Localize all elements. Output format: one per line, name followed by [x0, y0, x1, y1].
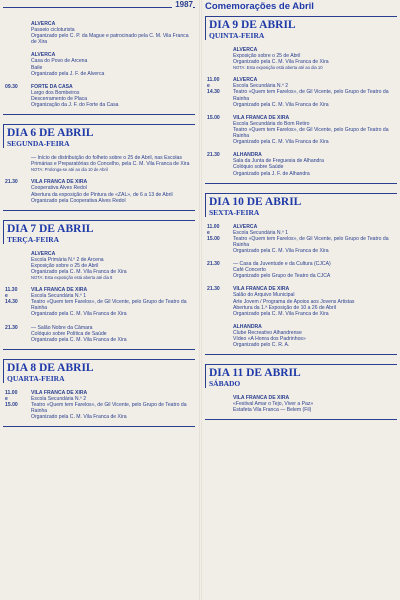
event-line: Exposição sobre o 25 de Abril: [31, 262, 99, 269]
event-time: [3, 21, 31, 45]
event-line: — Início de distribuição do folheto sobre o 25 de Abril, nas Escolas Primárias e Preparatórias do Concelho, pela C. M. Vila Franca de Xira: [31, 155, 190, 168]
event-line: — Casa da Juventude e da Cultura (CJCA): [233, 261, 331, 268]
event-line: Colóquio sobre Política de Saúde: [31, 330, 107, 337]
event-line: Organizado pela Cooperativa Alves Redol: [31, 197, 126, 204]
event-line: Baile: [31, 64, 43, 71]
event-line: Sala da Junta de Freguesia de Alhandra: [233, 158, 324, 165]
event-entry: [205, 224, 397, 254]
event-body: [31, 287, 195, 317]
event-line: Descerramento de Placa: [31, 95, 88, 102]
day-weekday: SÁBADO: [209, 379, 241, 389]
event-body: [31, 179, 195, 203]
event-entry: [205, 47, 397, 70]
event-body: [233, 77, 397, 107]
event-location: VILA FRANCA DE XIRA: [31, 179, 88, 186]
event-location: VILA FRANCA DE XIRA: [233, 286, 290, 293]
event-body: [31, 52, 195, 76]
event-location: VILA FRANCA DE XIRA: [31, 287, 88, 294]
event-location: FORTE DA CASA: [31, 83, 73, 90]
day-6-heading: [3, 124, 195, 148]
day-10-entries: [205, 224, 397, 356]
event-entry: [205, 395, 397, 413]
event-entry: [205, 152, 397, 176]
event-line: Abertura da exposição de Pintura de «ZAL», de 6 a 13 de Abril: [31, 191, 173, 198]
event-location: VILA FRANCA DE XIRA: [233, 114, 290, 121]
event-line: Clube Recreativo Alhandrense: [233, 329, 302, 336]
event-entry: [3, 390, 195, 420]
day-title: DIA 10 DE ABRIL: [209, 195, 302, 208]
day-weekday: TERÇA-FEIRA: [7, 234, 60, 244]
event-line: Escola Secundária N.º 2: [233, 83, 289, 90]
event-location: ALVERCA: [233, 77, 258, 84]
event-line: Largo dos Bombeiros: [31, 89, 80, 96]
event-entry: [205, 115, 397, 145]
left-top-entries: [3, 21, 195, 115]
event-time: 11.00 e 15.00: [207, 223, 220, 242]
event-time: 09.30: [5, 83, 18, 90]
day-8-entries: [3, 390, 195, 427]
event-line: Teatro «Quem tem Farelos», de Gil Vicente, pelo Grupo de Teatro da Rainha: [233, 235, 389, 248]
event-time: [205, 47, 233, 70]
day-9-heading: [205, 16, 397, 40]
event-line: Organização da J. F. do Forte da Casa: [31, 102, 119, 109]
event-line: Organizado pela J. F. de Alhandra: [233, 170, 310, 177]
event-line: Organizado pela J. F. de Alverca: [31, 70, 105, 77]
event-time: 11.00 e 14.30: [207, 77, 220, 96]
event-entry: [3, 52, 195, 76]
event-body: [233, 115, 397, 145]
event-entry: [3, 287, 195, 317]
event-entry: [205, 77, 397, 107]
event-body: [31, 84, 195, 108]
left-header: [3, 0, 195, 14]
section-rule: [3, 114, 195, 115]
section-rule: [3, 426, 195, 427]
event-location: ALHANDRA: [233, 323, 262, 330]
event-entry: [205, 324, 397, 348]
day-11-heading: [205, 364, 397, 388]
section-rule: [3, 349, 195, 350]
event-line: Organizado pela C. M. Vila Franca de Xira: [31, 311, 127, 318]
event-body: [233, 395, 397, 413]
day-6-entries: [3, 155, 195, 211]
event-time: 21.30: [207, 286, 220, 293]
event-line: Estafeta Vila Franca — Belem (Fil): [233, 407, 312, 414]
right-column: [205, 0, 397, 600]
day-weekday: QUINTA-FEIRA: [209, 31, 265, 40]
day-title: DIA 7 DE ABRIL: [7, 222, 94, 235]
event-line: Organizado pela C. M. Vila Franca de Xira: [233, 139, 329, 146]
event-location: VILA FRANCA DE XIRA: [31, 389, 88, 396]
event-line: Café Concerto: [233, 267, 266, 274]
event-location: ALVERCA: [31, 21, 56, 27]
day-title: DIA 6 DE ABRIL: [7, 127, 94, 140]
event-note: NOTA: Esta exposição está aberta até ao dia 10: [233, 65, 323, 71]
event-line: Abertura da 1.ª Exposição de 10 a 26 de Abril: [233, 304, 336, 311]
event-line: Escola Secundária N.º 1: [233, 229, 289, 236]
event-line: Organizado pela C. M. Vila Franca de Xira: [233, 101, 329, 108]
event-line: Escola Secundária N.º 1: [31, 293, 87, 300]
event-line: Organizado pela C. M. Vila Franca de Xira: [31, 336, 127, 343]
day-7-heading: [3, 220, 195, 244]
event-line: Teatro «Quem tem Farelos», de Gil Vicente, pelo Grupo de Teatro da Rainha: [31, 299, 187, 312]
day-weekday: SEXTA-FEIRA: [209, 207, 260, 217]
event-entry: [3, 325, 195, 343]
event-line: Organizado pela C. M. Vila Franca de Xira: [31, 268, 127, 275]
event-line: Passeio cicloturista: [31, 27, 75, 34]
event-body: [31, 21, 195, 45]
event-entry: [3, 84, 195, 108]
section-rule: [205, 419, 397, 420]
event-time: [205, 395, 233, 413]
section-rule: [205, 183, 397, 184]
event-line: «Festival Amar o Tejo, Viver a Paz»: [233, 401, 314, 408]
event-location: VILA FRANCA DE XIRA: [233, 395, 290, 402]
event-body: [31, 325, 195, 343]
event-note: NOTA: Esta exposição está aberta até dia 8: [31, 275, 113, 281]
event-time: 21.30: [207, 152, 220, 159]
day-10-heading: [205, 193, 397, 217]
event-location: ALHANDRA: [233, 152, 262, 159]
page-fold: [199, 0, 202, 600]
event-line: Organizado pelo Grupo de Teatro da CJCA: [233, 273, 331, 280]
event-time: 11.30 e 14.30: [5, 287, 18, 306]
event-body: [31, 251, 195, 280]
day-title: DIA 11 DE ABRIL: [209, 367, 301, 380]
event-location: ALVERCA: [233, 47, 258, 53]
day-8-heading: [3, 359, 195, 383]
event-line: Vídeo «A Honra dos Padrinhos»: [233, 336, 306, 342]
event-location: ALVERCA: [233, 223, 258, 230]
event-line: Exposição sobre o 25 de Abril: [233, 53, 301, 60]
year-label: 1987: [172, 0, 193, 9]
event-line: Colóquio sobre Saúde: [233, 164, 284, 171]
event-line: Organizado pelo C. R. A.: [233, 342, 290, 349]
event-body: [233, 152, 397, 176]
header-rule: [3, 7, 195, 8]
event-time: [205, 324, 233, 348]
event-line: Salão do Arquivo Municipal: [233, 292, 295, 299]
event-time: 21.30: [207, 261, 220, 268]
event-body: [233, 324, 397, 348]
day-weekday: SEGUNDA-FEIRA: [7, 139, 70, 149]
left-column: [3, 0, 195, 600]
event-entry: [3, 155, 195, 172]
event-line: Escola Secundária N.º 2: [31, 395, 87, 402]
event-line: Teatro «Quem tem Farelos», de Gil Vicente, pelo Grupo de Teatro da Rainha: [31, 402, 187, 415]
event-line: Escola Secundária do Bom Retiro: [233, 120, 310, 127]
event-line: Organizado pela C. M. Vila Franca de Xira: [31, 414, 127, 421]
event-line: Organizado pela C. M. Vila Franca de Xira: [233, 59, 329, 66]
event-line: Organizado pela C. M. Vila Franca de Xira: [233, 247, 329, 254]
event-line: Teatro «Quem tem Farelos», de Gil Vicente, pelo Grupo de Teatro da Rainha: [233, 89, 389, 102]
day-9-entries: [205, 47, 397, 184]
event-line: Escola Primária N.º 2 de Arcena: [31, 256, 104, 263]
event-entry: [205, 286, 397, 316]
event-line: — Salão Nobre da Câmara: [31, 324, 93, 331]
event-line: Teatro «Quem tem Farelos», de Gil Vicente, pelo Grupo de Teatro da Rainha: [233, 126, 389, 140]
event-body: [233, 224, 397, 254]
event-note: NOTA: Prolonga-se até ao dia 10 de Abril: [31, 167, 108, 173]
event-time: 11.00 e 15.00: [5, 389, 18, 408]
event-entry: [3, 251, 195, 280]
day-title: DIA 9 DE ABRIL: [209, 19, 296, 31]
event-body: [233, 47, 397, 70]
event-time: [3, 52, 31, 76]
event-time: [3, 251, 31, 280]
event-body: [233, 286, 397, 316]
event-entry: [3, 21, 195, 45]
event-body: [233, 261, 397, 279]
day-7-entries: [3, 251, 195, 350]
event-entry: [205, 261, 397, 279]
event-location: ALVERCA: [31, 250, 56, 257]
event-line: Cooperativa Alves Redol: [31, 185, 87, 192]
event-line: Organizado pelo C. P. da Mague e patrocinado pela C. M. Vila Franca de Xira: [31, 33, 189, 46]
event-location: ALVERCA: [31, 52, 56, 59]
event-line: Casa do Povo de Arcena: [31, 58, 88, 65]
section-rule: [205, 354, 397, 355]
day-weekday: QUARTA-FEIRA: [7, 373, 65, 383]
day-title: DIA 8 DE ABRIL: [7, 361, 94, 374]
section-rule: [3, 210, 195, 211]
event-time: [3, 155, 31, 172]
event-line: Arte Jovem / Programa de Apoios aos Jovens Artistas: [233, 298, 355, 305]
day-11-entries: [205, 395, 397, 420]
event-body: [31, 390, 195, 420]
event-body: [31, 155, 195, 172]
event-time: 21.30: [5, 324, 18, 331]
page-title: Comemorações de Abril: [205, 1, 314, 12]
event-time: 21.30: [5, 179, 18, 186]
event-entry: [3, 179, 195, 203]
event-line: Organizado pela C. M. Vila Franca de Xira: [233, 310, 329, 317]
event-time: 15.00: [207, 114, 220, 121]
